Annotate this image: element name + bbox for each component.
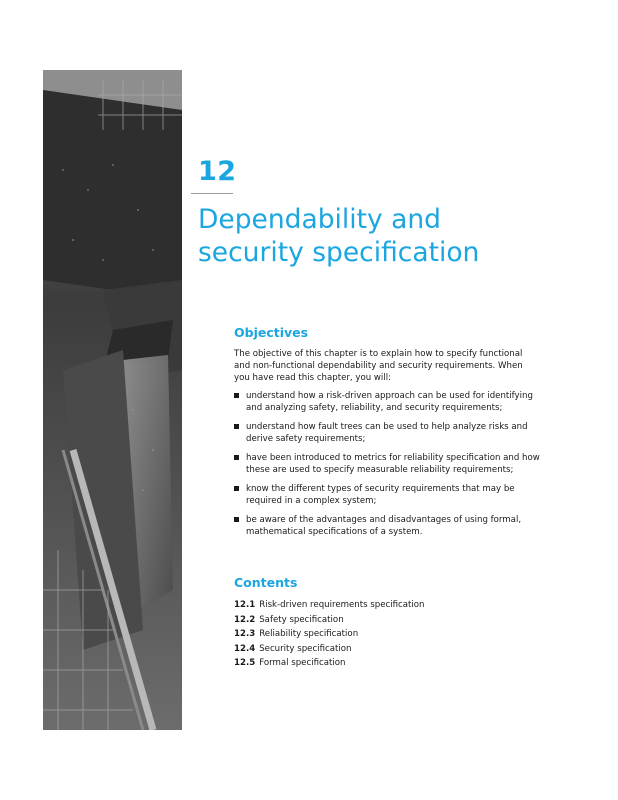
bullet-square-icon	[234, 455, 239, 460]
chapter-number: 12	[198, 156, 237, 187]
toc-item[interactable]	[234, 598, 544, 613]
chapter-cover-photo	[43, 70, 182, 730]
objective-text: understand how a risk-driven approach can be used for identifying and analyzing safety, reliability, and security requirements;	[246, 391, 533, 413]
chapter-number-rule	[191, 193, 233, 194]
contents-section	[234, 575, 544, 671]
objectives-heading: Objectives	[234, 325, 309, 340]
bullet-square-icon	[234, 424, 239, 429]
toc-item[interactable]	[234, 627, 544, 642]
bullet-square-icon	[234, 486, 239, 491]
toc-label: Reliability specification	[259, 629, 359, 639]
objectives-intro: The objective of this chapter is to explain how to specify functional and non-functional dependability and security requirements. When you have read this chapter, you will:	[234, 349, 523, 383]
objective-item	[234, 390, 544, 414]
bullet-square-icon	[234, 517, 239, 522]
toc-item[interactable]	[234, 656, 544, 671]
objective-text: have been introduced to metrics for reliability specification and how these are used to specify measurable reliability requirements;	[246, 453, 540, 475]
toc-number: 12.4	[234, 643, 256, 654]
chapter-title-line-1: Dependability and	[198, 204, 441, 235]
objective-text: be aware of the advantages and disadvantages of using formal, mathematical specifications of a system.	[246, 515, 522, 537]
chapter-title	[198, 203, 598, 269]
chapter-title-line-2: security specification	[198, 237, 480, 268]
objective-item	[234, 514, 544, 538]
contents-heading: Contents	[234, 575, 298, 590]
objective-item	[234, 483, 544, 507]
objective-text: understand how fault trees can be used to help analyze risks and derive safety requirements;	[246, 422, 528, 444]
toc-label: Safety specification	[259, 614, 344, 625]
objective-text: know the different types of security requirements that may be required in a complex system;	[246, 484, 515, 506]
objectives-list	[234, 390, 544, 538]
objectives-section	[234, 325, 544, 545]
construction-photo-illustration	[43, 70, 182, 730]
toc-number: 12.5	[234, 658, 256, 668]
toc-number: 12.2	[234, 614, 256, 625]
objective-item	[234, 421, 544, 445]
toc-label: Risk-driven requirements specification	[259, 600, 425, 610]
bullet-square-icon	[234, 393, 239, 398]
toc-label: Formal specification	[259, 658, 346, 668]
objective-item	[234, 452, 544, 476]
toc-item[interactable]	[234, 642, 544, 657]
toc-number: 12.1	[234, 600, 256, 610]
toc-item[interactable]	[234, 613, 544, 628]
toc-label: Security specification	[259, 643, 352, 654]
toc-number: 12.3	[234, 629, 256, 639]
